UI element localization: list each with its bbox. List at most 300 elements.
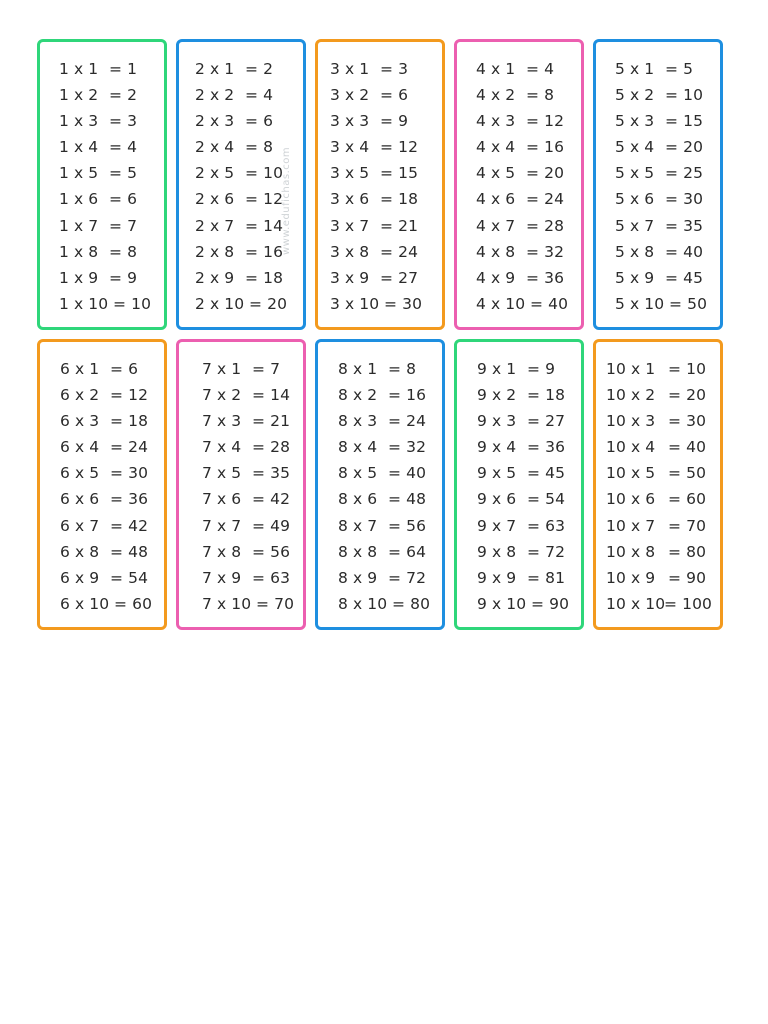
table-row	[338, 539, 442, 565]
multiplication-result: = 24	[110, 438, 149, 457]
multiplication-expression: 8 x 3	[338, 412, 378, 431]
times-table-rows	[59, 56, 164, 317]
table-row	[606, 382, 720, 408]
table-row	[477, 408, 581, 434]
multiplication-expression: 5 x 6	[615, 190, 655, 209]
multiplication-result: = 5	[109, 164, 138, 183]
multiplication-result: = 27	[380, 268, 419, 287]
multiplication-result: = 24	[526, 190, 565, 209]
multiplication-result: = 40	[388, 464, 427, 483]
multiplication-expression: 6 x 10	[60, 594, 110, 613]
table-row	[330, 265, 442, 291]
multiplication-result: = 36	[110, 490, 149, 509]
multiplication-result: = 36	[526, 268, 565, 287]
multiplication-result: = 16	[526, 138, 565, 157]
table-row	[195, 291, 303, 317]
table-row	[338, 356, 442, 382]
table-row	[59, 239, 164, 265]
multiplication-result: = 18	[245, 268, 284, 287]
multiplication-result: = 40	[668, 438, 707, 457]
table-row	[477, 486, 581, 512]
multiplication-expression: 2 x 5	[195, 164, 235, 183]
table-row	[338, 591, 442, 617]
times-table-rows	[476, 56, 581, 317]
multiplication-expression: 7 x 4	[202, 438, 242, 457]
multiplication-expression: 3 x 7	[330, 216, 370, 235]
multiplication-expression: 5 x 7	[615, 216, 655, 235]
multiplication-result: = 80	[668, 542, 707, 561]
multiplication-result: = 24	[388, 412, 427, 431]
table-row	[477, 565, 581, 591]
multiplication-result: = 7	[252, 360, 281, 378]
times-table-card-4	[454, 39, 584, 330]
multiplication-expression: 5 x 10	[615, 294, 665, 313]
multiplication-expression: 9 x 6	[477, 490, 517, 509]
table-row	[338, 486, 442, 512]
multiplication-expression: 5 x 4	[615, 138, 655, 157]
multiplication-expression: 8 x 4	[338, 438, 378, 457]
multiplication-result: = 20	[249, 294, 288, 313]
table-row	[476, 291, 581, 317]
multiplication-result: = 42	[252, 490, 291, 509]
multiplication-expression: 6 x 1	[60, 360, 100, 378]
multiplication-expression: 1 x 8	[59, 242, 99, 261]
multiplication-result: = 24	[380, 242, 419, 261]
multiplication-expression: 4 x 4	[476, 138, 516, 157]
table-row	[615, 213, 720, 239]
multiplication-result: = 4	[109, 138, 138, 157]
multiplication-expression: 8 x 6	[338, 490, 378, 509]
multiplication-result: = 4	[526, 60, 555, 78]
multiplication-expression: 10 x 5	[606, 464, 656, 483]
table-row	[330, 134, 442, 160]
multiplication-result: = 6	[110, 360, 139, 378]
multiplication-result: = 14	[252, 386, 291, 405]
times-table-rows	[606, 356, 720, 617]
multiplication-expression: 9 x 3	[477, 412, 517, 431]
table-row	[195, 56, 303, 82]
multiplication-expression: 4 x 9	[476, 268, 516, 287]
multiplication-expression: 2 x 9	[195, 268, 235, 287]
multiplication-expression: 3 x 2	[330, 86, 370, 105]
times-table-rows	[60, 356, 164, 617]
table-row	[477, 356, 581, 382]
multiplication-expression: 2 x 2	[195, 86, 235, 105]
multiplication-expression: 10 x 10	[606, 594, 666, 613]
multiplication-expression: 5 x 5	[615, 164, 655, 183]
table-row	[338, 565, 442, 591]
multiplication-result: = 8	[388, 360, 417, 378]
multiplication-result: = 81	[527, 568, 566, 587]
multiplication-result: = 15	[665, 112, 704, 131]
table-row	[606, 565, 720, 591]
table-row	[330, 160, 442, 186]
multiplication-result: = 30	[668, 412, 707, 431]
multiplication-expression: 5 x 2	[615, 86, 655, 105]
table-row	[202, 434, 303, 460]
table-row	[60, 565, 164, 591]
table-row	[615, 56, 720, 82]
multiplication-expression: 1 x 2	[59, 86, 99, 105]
table-row	[615, 134, 720, 160]
multiplication-expression: 5 x 1	[615, 60, 655, 78]
table-row	[60, 434, 164, 460]
multiplication-expression: 9 x 1	[477, 360, 517, 378]
multiplication-result: = 63	[252, 568, 291, 587]
multiplication-expression: 1 x 4	[59, 138, 99, 157]
table-row	[330, 82, 442, 108]
table-row	[60, 513, 164, 539]
multiplication-expression: 8 x 5	[338, 464, 378, 483]
multiplication-expression: 7 x 9	[202, 568, 242, 587]
table-row	[59, 108, 164, 134]
multiplication-expression: 2 x 4	[195, 138, 235, 157]
multiplication-result: = 10	[668, 360, 707, 378]
multiplication-expression: 5 x 9	[615, 268, 655, 287]
table-row	[476, 82, 581, 108]
multiplication-expression: 9 x 7	[477, 516, 517, 535]
table-row	[615, 265, 720, 291]
table-row	[59, 213, 164, 239]
times-table-card-5	[593, 39, 723, 330]
multiplication-result: = 21	[380, 216, 419, 235]
table-row	[615, 160, 720, 186]
table-row	[476, 160, 581, 186]
multiplication-result: = 15	[380, 164, 419, 183]
multiplication-result: = 20	[668, 386, 707, 405]
table-row	[202, 408, 303, 434]
multiplication-expression: 4 x 2	[476, 86, 516, 105]
table-row	[202, 486, 303, 512]
multiplication-expression: 2 x 6	[195, 190, 235, 209]
table-row	[60, 460, 164, 486]
multiplication-result: = 20	[526, 164, 565, 183]
multiplication-result: = 100	[664, 594, 712, 613]
table-row	[476, 56, 581, 82]
multiplication-result: = 32	[526, 242, 565, 261]
multiplication-expression: 6 x 3	[60, 412, 100, 431]
table-row	[330, 186, 442, 212]
multiplication-result: = 18	[380, 190, 419, 209]
times-table-rows	[330, 56, 442, 317]
table-row	[476, 239, 581, 265]
multiplication-expression: 4 x 6	[476, 190, 516, 209]
multiplication-result: = 12	[380, 138, 419, 157]
multiplication-result: = 14	[245, 216, 284, 235]
multiplication-result: = 16	[388, 386, 427, 405]
table-row	[476, 265, 581, 291]
multiplication-expression: 2 x 8	[195, 242, 235, 261]
table-row	[330, 213, 442, 239]
times-table-rows	[477, 356, 581, 617]
table-row	[476, 108, 581, 134]
multiplication-expression: 4 x 7	[476, 216, 516, 235]
table-row	[330, 56, 442, 82]
multiplication-expression: 7 x 8	[202, 542, 242, 561]
multiplication-result: = 10	[113, 294, 152, 313]
multiplication-expression: 2 x 10	[195, 294, 245, 313]
multiplication-expression: 7 x 1	[202, 360, 242, 378]
multiplication-expression: 8 x 1	[338, 360, 378, 378]
multiplication-expression: 7 x 6	[202, 490, 242, 509]
table-row	[330, 291, 442, 317]
multiplication-tables-sheet	[37, 39, 727, 630]
table-row	[202, 356, 303, 382]
table-row	[477, 382, 581, 408]
multiplication-result: = 50	[668, 464, 707, 483]
table-row	[338, 513, 442, 539]
times-table-rows	[615, 56, 720, 317]
multiplication-expression: 3 x 5	[330, 164, 370, 183]
table-row	[60, 486, 164, 512]
multiplication-result: = 8	[245, 138, 274, 157]
table-row	[60, 356, 164, 382]
table-row	[59, 186, 164, 212]
table-row	[59, 265, 164, 291]
table-row	[59, 291, 164, 317]
multiplication-result: = 1	[109, 60, 138, 78]
multiplication-expression: 7 x 5	[202, 464, 242, 483]
multiplication-result: = 40	[530, 294, 569, 313]
multiplication-expression: 1 x 7	[59, 216, 99, 235]
table-row	[59, 82, 164, 108]
table-row	[606, 486, 720, 512]
multiplication-expression: 3 x 9	[330, 268, 370, 287]
table-row	[60, 539, 164, 565]
multiplication-expression: 10 x 8	[606, 542, 656, 561]
multiplication-expression: 4 x 1	[476, 60, 516, 78]
table-row	[60, 591, 164, 617]
multiplication-result: = 70	[668, 516, 707, 535]
multiplication-result: = 56	[252, 542, 291, 561]
table-row	[606, 591, 720, 617]
table-row	[615, 108, 720, 134]
multiplication-result: = 30	[110, 464, 149, 483]
multiplication-expression: 3 x 10	[330, 294, 380, 313]
times-table-card-3	[315, 39, 445, 330]
table-row	[338, 382, 442, 408]
multiplication-expression: 10 x 9	[606, 568, 656, 587]
multiplication-expression: 6 x 7	[60, 516, 100, 535]
multiplication-result: = 6	[380, 86, 409, 105]
table-row	[477, 513, 581, 539]
multiplication-result: = 12	[526, 112, 565, 131]
table-row	[615, 82, 720, 108]
multiplication-result: = 54	[527, 490, 566, 509]
multiplication-expression: 1 x 6	[59, 190, 99, 209]
multiplication-result: = 12	[110, 386, 149, 405]
multiplication-expression: 10 x 3	[606, 412, 656, 431]
multiplication-result: = 28	[526, 216, 565, 235]
table-row	[476, 134, 581, 160]
multiplication-expression: 6 x 2	[60, 386, 100, 405]
multiplication-expression: 9 x 9	[477, 568, 517, 587]
multiplication-result: = 72	[527, 542, 566, 561]
table-row	[338, 460, 442, 486]
multiplication-result: = 60	[114, 594, 153, 613]
table-row	[330, 108, 442, 134]
table-row	[202, 591, 303, 617]
times-table-card-8	[315, 339, 445, 630]
table-row	[195, 82, 303, 108]
multiplication-result: = 2	[245, 60, 274, 78]
multiplication-result: = 42	[110, 516, 149, 535]
multiplication-expression: 9 x 2	[477, 386, 517, 405]
multiplication-expression: 1 x 3	[59, 112, 99, 131]
multiplication-expression: 3 x 3	[330, 112, 370, 131]
multiplication-result: = 9	[109, 268, 138, 287]
table-row	[195, 108, 303, 134]
table-row	[202, 565, 303, 591]
multiplication-result: = 50	[669, 294, 708, 313]
multiplication-expression: 4 x 8	[476, 242, 516, 261]
multiplication-result: = 60	[668, 490, 707, 509]
multiplication-expression: 10 x 1	[606, 360, 656, 378]
multiplication-expression: 7 x 10	[202, 594, 252, 613]
table-row	[59, 134, 164, 160]
table-row	[606, 513, 720, 539]
multiplication-expression: 2 x 1	[195, 60, 235, 78]
multiplication-expression: 9 x 8	[477, 542, 517, 561]
multiplication-result: = 8	[109, 242, 138, 261]
multiplication-expression: 3 x 1	[330, 60, 370, 78]
times-table-rows	[202, 356, 303, 617]
table-row	[202, 460, 303, 486]
multiplication-expression: 4 x 5	[476, 164, 516, 183]
multiplication-result: = 2	[109, 86, 138, 105]
multiplication-expression: 9 x 4	[477, 438, 517, 457]
table-row	[615, 186, 720, 212]
multiplication-expression: 10 x 7	[606, 516, 656, 535]
multiplication-result: = 28	[252, 438, 291, 457]
multiplication-result: = 36	[527, 438, 566, 457]
table-row	[477, 434, 581, 460]
multiplication-result: = 35	[252, 464, 291, 483]
multiplication-expression: 6 x 4	[60, 438, 100, 457]
multiplication-result: = 16	[245, 242, 284, 261]
table-row	[606, 408, 720, 434]
multiplication-expression: 2 x 7	[195, 216, 235, 235]
table-row	[60, 382, 164, 408]
table-row	[338, 434, 442, 460]
times-table-card-10	[593, 339, 723, 630]
table-row	[606, 356, 720, 382]
multiplication-expression: 8 x 10	[338, 594, 388, 613]
table-row	[477, 539, 581, 565]
multiplication-result: = 30	[665, 190, 704, 209]
multiplication-expression: 6 x 5	[60, 464, 100, 483]
multiplication-result: = 7	[109, 216, 138, 235]
table-row	[338, 408, 442, 434]
multiplication-result: = 10	[245, 164, 284, 183]
watermark: www.edufichas.com	[281, 146, 292, 255]
multiplication-result: = 64	[388, 542, 427, 561]
multiplication-expression: 4 x 3	[476, 112, 516, 131]
multiplication-result: = 90	[531, 594, 570, 613]
multiplication-result: = 12	[245, 190, 284, 209]
multiplication-expression: 3 x 8	[330, 242, 370, 261]
table-row	[606, 460, 720, 486]
multiplication-expression: 8 x 9	[338, 568, 378, 587]
multiplication-result: = 4	[245, 86, 274, 105]
multiplication-expression: 5 x 8	[615, 242, 655, 261]
multiplication-result: = 30	[384, 294, 423, 313]
multiplication-expression: 6 x 8	[60, 542, 100, 561]
times-table-rows	[338, 356, 442, 617]
multiplication-result: = 18	[110, 412, 149, 431]
table-row	[476, 213, 581, 239]
times-table-card-9	[454, 339, 584, 630]
multiplication-result: = 90	[668, 568, 707, 587]
multiplication-expression: 8 x 8	[338, 542, 378, 561]
multiplication-result: = 10	[665, 86, 704, 105]
multiplication-expression: 1 x 5	[59, 164, 99, 183]
multiplication-result: = 9	[380, 112, 409, 131]
multiplication-result: = 3	[380, 60, 409, 78]
multiplication-result: = 48	[388, 490, 427, 509]
multiplication-expression: 7 x 7	[202, 516, 242, 535]
multiplication-expression: 3 x 4	[330, 138, 370, 157]
multiplication-result: = 48	[110, 542, 149, 561]
multiplication-result: = 25	[665, 164, 704, 183]
multiplication-result: = 9	[527, 360, 556, 378]
multiplication-result: = 8	[526, 86, 555, 105]
multiplication-result: = 40	[665, 242, 704, 261]
table-row	[202, 539, 303, 565]
times-table-card-7	[176, 339, 306, 630]
multiplication-expression: 6 x 9	[60, 568, 100, 587]
multiplication-expression: 10 x 2	[606, 386, 656, 405]
table-row	[476, 186, 581, 212]
multiplication-result: = 72	[388, 568, 427, 587]
table-row	[606, 539, 720, 565]
multiplication-expression: 7 x 2	[202, 386, 242, 405]
multiplication-expression: 6 x 6	[60, 490, 100, 509]
table-row	[195, 265, 303, 291]
multiplication-result: = 21	[252, 412, 291, 431]
table-row	[477, 591, 581, 617]
multiplication-expression: 10 x 4	[606, 438, 656, 457]
table-row	[202, 513, 303, 539]
multiplication-result: = 80	[392, 594, 431, 613]
multiplication-expression: 4 x 10	[476, 294, 526, 313]
multiplication-expression: 1 x 10	[59, 294, 109, 313]
multiplication-result: = 49	[252, 516, 291, 535]
times-table-card-6	[37, 339, 167, 630]
times-table-card-1	[37, 39, 167, 330]
table-row	[615, 291, 720, 317]
multiplication-result: = 18	[527, 386, 566, 405]
table-row	[59, 56, 164, 82]
multiplication-result: = 27	[527, 412, 566, 431]
multiplication-expression: 9 x 5	[477, 464, 517, 483]
table-row	[202, 382, 303, 408]
multiplication-expression: 8 x 7	[338, 516, 378, 535]
table-row	[615, 239, 720, 265]
multiplication-expression: 5 x 3	[615, 112, 655, 131]
table-row	[60, 408, 164, 434]
multiplication-result: = 5	[665, 60, 694, 78]
multiplication-expression: 10 x 6	[606, 490, 656, 509]
multiplication-result: = 45	[527, 464, 566, 483]
multiplication-result: = 32	[388, 438, 427, 457]
multiplication-result: = 56	[388, 516, 427, 535]
multiplication-result: = 45	[665, 268, 704, 287]
multiplication-result: = 6	[245, 112, 274, 131]
multiplication-expression: 3 x 6	[330, 190, 370, 209]
multiplication-expression: 9 x 10	[477, 594, 527, 613]
multiplication-expression: 1 x 1	[59, 60, 99, 78]
